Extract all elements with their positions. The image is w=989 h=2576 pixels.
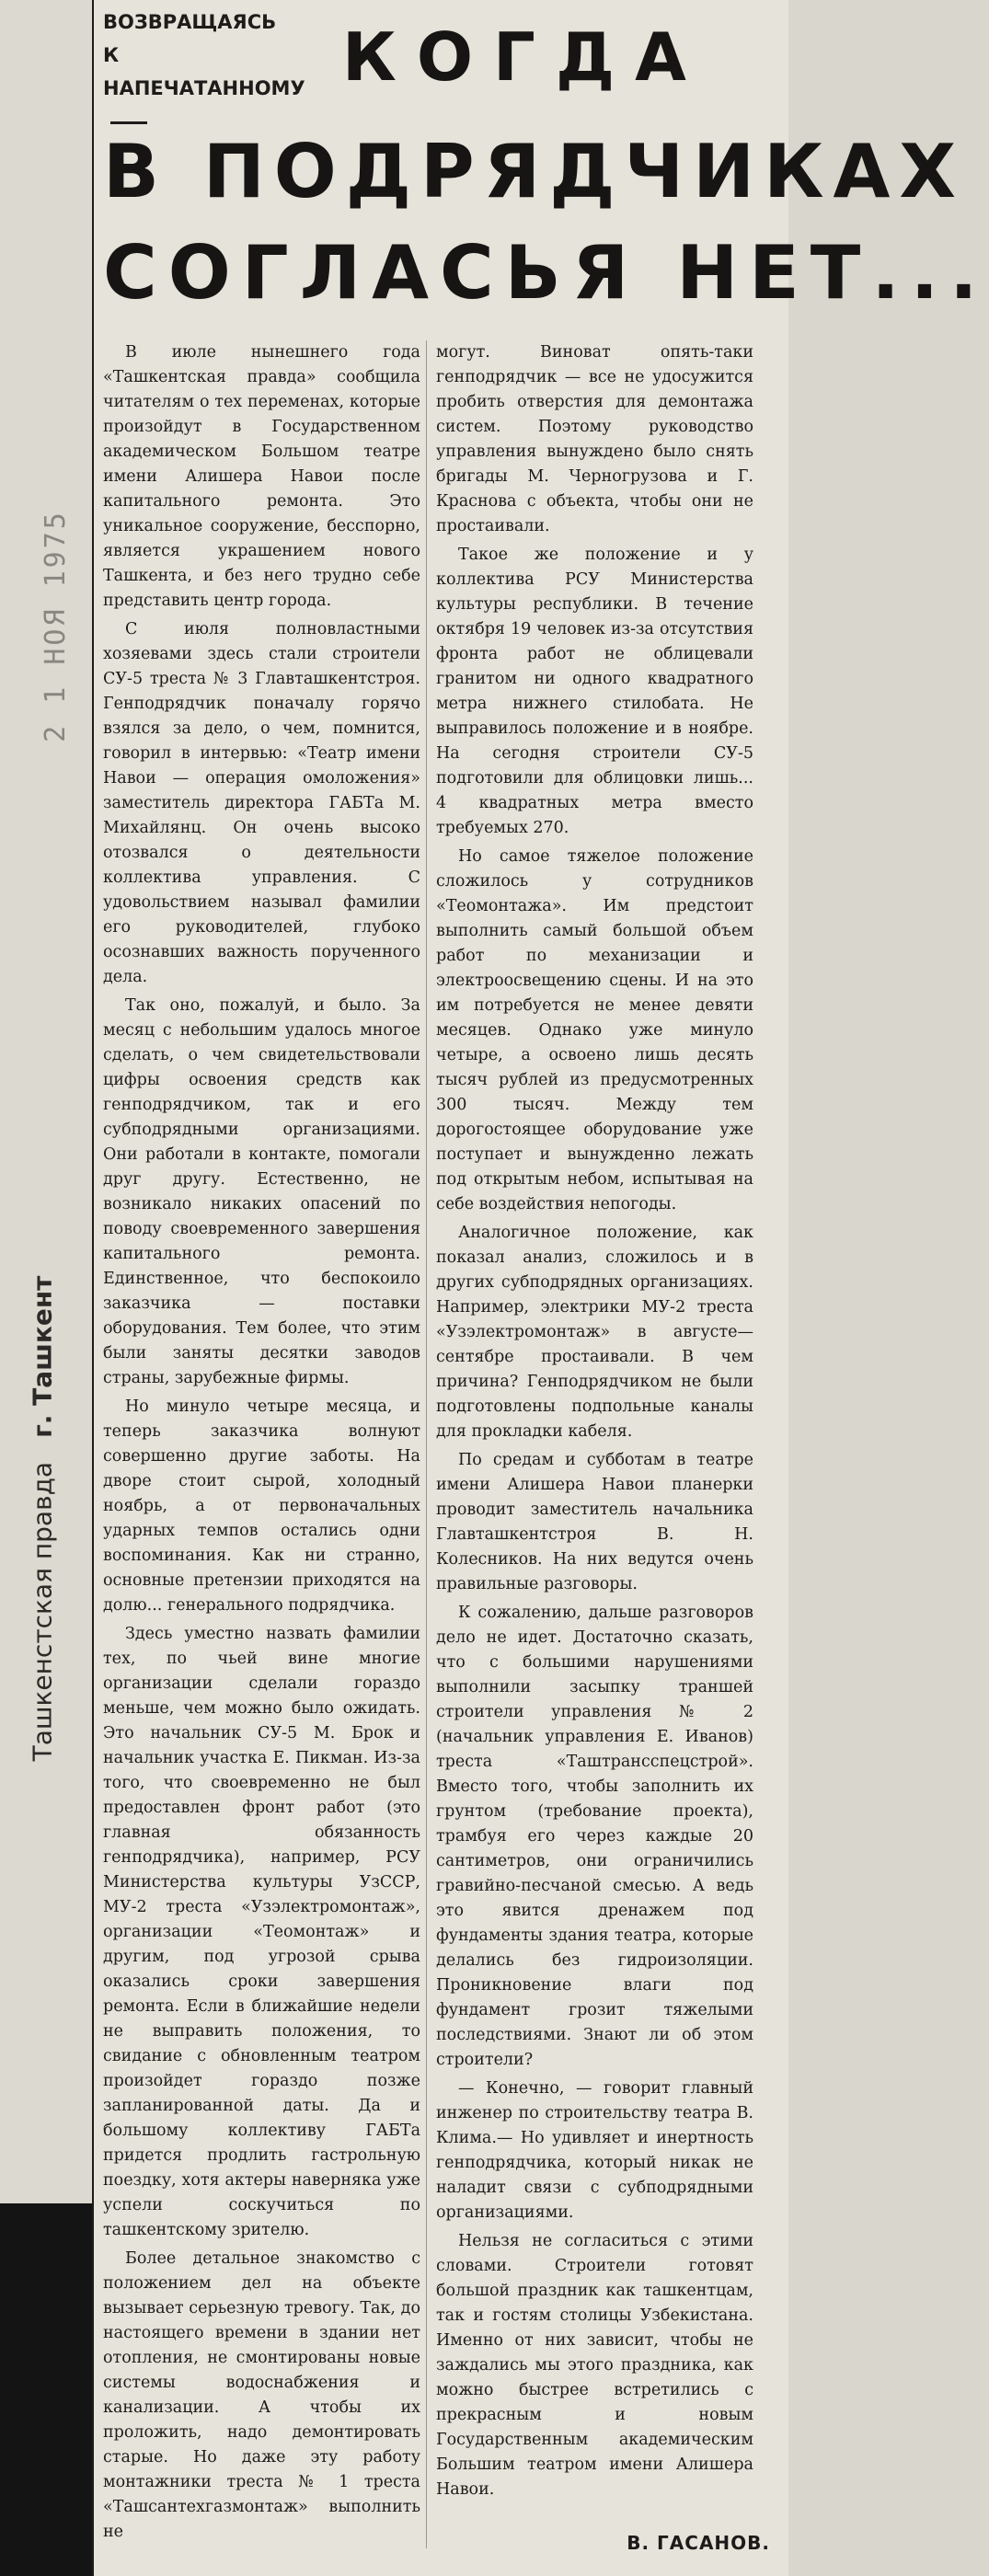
paragraph: Так оно, пожалуй, и было. За месяц с небольшим удалось многое сделать, о чем свидетельствовали цифры освоения средств как генподрядчиком, так и его субподрядными организациями. Они работали в контакте, помогали друг другу. Естественно, не возникало никаких опасений по поводу своевременного завершения капитального ремонта. Единственное, что беспокоило заказчика — поставки оборудования. Тем более, что этим были заняты десятки заводов страны, зарубежные фирмы. (103, 996, 420, 1387)
paragraph: Более детальное знакомство с положением дел на объекте вызывает серьезную тревогу. Так, до настоящего времени в здании нет отопления, не смонтированы новые системы водоснабжения и канализации. А чтобы их проложить, надо демонтировать старые. Но даже эту работу монтажники треста № 1 треста «Ташсантехгазмонтаж» выполнить не (103, 2249, 420, 2541)
paragraph: По средам и субботам в театре имени Алишера Навои планерки проводит заместитель начальника Главташкентстроя В. Н. Колесников. На них ведутся очень правильные разговоры. (436, 1451, 753, 1593)
article-column-left (103, 340, 420, 2548)
paragraph: Но самое тяжелое положение сложилось у сотрудников «Теомонтажа». Им предстоит выполнить самый большой объем работ по механизации и электроосвещению сцены. И на это им потребуется не менее девяти месяцев. Однако уже минуло четыре, а освоено лишь десять тысяч рублей из предусмотренных 300 тысяч. Между тем дорогостоящее оборудование уже поступает и вынужденно лежать под открытым небом, испытывая на себе воздействия непогоды. (436, 847, 753, 1213)
rubric-rule (110, 121, 147, 124)
rubric-line-1: ВОЗВРАЩАЯСЬ (103, 11, 277, 33)
paragraph: Но минуло четыре месяца, и теперь заказчика волнуют совершенно другие заботы. На дворе стоит сырой, холодный ноябрь, а от первоначальных ударных темпов остались одни воспоминания. Как ни странно, основные претензии приходятся на долю... генерального подрядчика. (103, 1397, 420, 1615)
rubric (103, 6, 315, 138)
paragraph: В июле нынешнего года «Ташкентская правда» сообщила читателям о тех переменах, которые произойдут в Государственном академическом Большом театре имени Алишера Навои после капитального ремонта. Это уникальное сооружение, бесспорно, является украшением нового Ташкента, и без него трудно себе представить центр города. (103, 343, 420, 610)
source-name: Ташкенстская правда (27, 1461, 58, 1761)
scan-dark-strip (0, 2203, 92, 2576)
paragraph: Нельзя не согласиться с этими словами. Строители готовят большой праздник как ташкентцам, так и гостям столицы Узбекистана. Именно от них зависит, чтобы не заждались мы этого праздника, как можно быстрее встретились с прекрасным и новым Государственным академическим Большим театром имени Алишера Навои. (436, 2232, 753, 2499)
rubric-line-2-text: К НАПЕЧАТАННОМУ (103, 44, 305, 99)
paragraph: К сожалению, дальше разговоров дело не идет. Достаточно сказать, что с большими нарушениями выполнили засыпку траншей строители управления № 2 (начальник управления Е. Иванов) треста «Таштрансспецстрой». Вместо того, чтобы заполнить их грунтом (требование проекта), трамбуя его через каждые 20 сантиметров, они ограничились гравийно-песчаной смесью. А ведь это явится дренажем под фундаменты здания театра, которые делались без гидроизоляции. Проникновение влаги под фундамент грозит тяжелыми последствиями. Знают ли об этом строители? (436, 1604, 753, 2069)
column-divider (426, 340, 427, 2548)
article-column-right (436, 340, 753, 2506)
paragraph: Аналогичное положение, как показал анализ, сложилось и в других субподрядных организациях. Например, электрики МУ-2 треста «Узэлектромонтаж» в августе—сентябре простаивали. В чем причина? Генподрядчиком не были подготовлены подпольные каналы для прокладки кабеля. (436, 1224, 753, 1441)
paragraph: С июля полновластными хозяевами здесь стали строители СУ-5 треста № 3 Главташкентстроя. Генподрядчик поначалу горячо взялся за дело, о чем, помнится, говорил в интервью: «Театр имени Навои — операция омоложения» заместитель директора ГАБТа М. Михайлянц. Он очень высоко отозвался о деятельности коллектива управления. С удовольствием называл фамилии его руководителей, глубоко осознавших важность порученного дела. (103, 620, 420, 986)
date-stamp-text: 2 1 НОЯ 1975 (39, 509, 72, 742)
date-stamp (28, 432, 83, 819)
source-city: г. Ташкент (27, 1275, 58, 1438)
source-label (6, 1275, 79, 1761)
newspaper-clipping (92, 0, 989, 2576)
paragraph: Такое же положение и у коллектива РСУ Министерства культуры республики. В течение октября 19 человек из-за отсутствия фронта работ не облицевали гранитом ни одного квадратного метра нижнего стилобата. Не выправилось положение и в ноябре. На сегодня строители СУ-5 подготовили для облицовки лишь... 4 квадратных метра вместо требуемых 270. (436, 546, 753, 837)
headline-line-3: СОГЛАСЬЯ НЕТ... (103, 230, 989, 316)
headline-line-1: КОГДА (342, 18, 707, 96)
paragraph: Здесь уместно назвать фамилии тех, по чьей вине многие организации сделали гораздо меньше, чем можно было ожидать. Это начальник СУ-5 М. Брок и начальник участка Е. Пикман. Из-за того, что своевременно не был предоставлен фронт работ (это главная обязанность генподрядчика), например, РСУ Министерства культуры УзССР, МУ-2 треста «Узэлектромонтаж», организации «Теомонтаж» и другим, под угрозой срыва оказались сроки завершения ремонта. Если в ближайшие недели не выправить положения, то свидание с обновленным театром произойдет гораздо позже запланированной даты. Да и большому коллективу ГАБТа придется продлить гастрольную поездку, хотя актеры наверняка уже успели соскучиться по ташкентскому зрителю. (103, 1625, 420, 2239)
author-signature: В. ГАСАНОВ. (627, 2532, 770, 2554)
rubric-line-2 (103, 39, 315, 138)
paragraph: могут. Виноват опять-таки генподрядчик — все не удосужится пробить отверстия для демонтажа систем. Поэтому руководство управления вынуждено было снять бригады М. Черногрузова и Г. Краснова с объекта, чтобы они не простаивали. (436, 343, 753, 535)
paragraph: — Конечно, — говорит главный инженер по строительству театра В. Клима.— Но удивляет и инертность генподрядчика, который никак не наладит связи с субподрядными организациями. (436, 2079, 753, 2222)
headline-line-2: В ПОДРЯДЧИКАХ (103, 129, 966, 214)
